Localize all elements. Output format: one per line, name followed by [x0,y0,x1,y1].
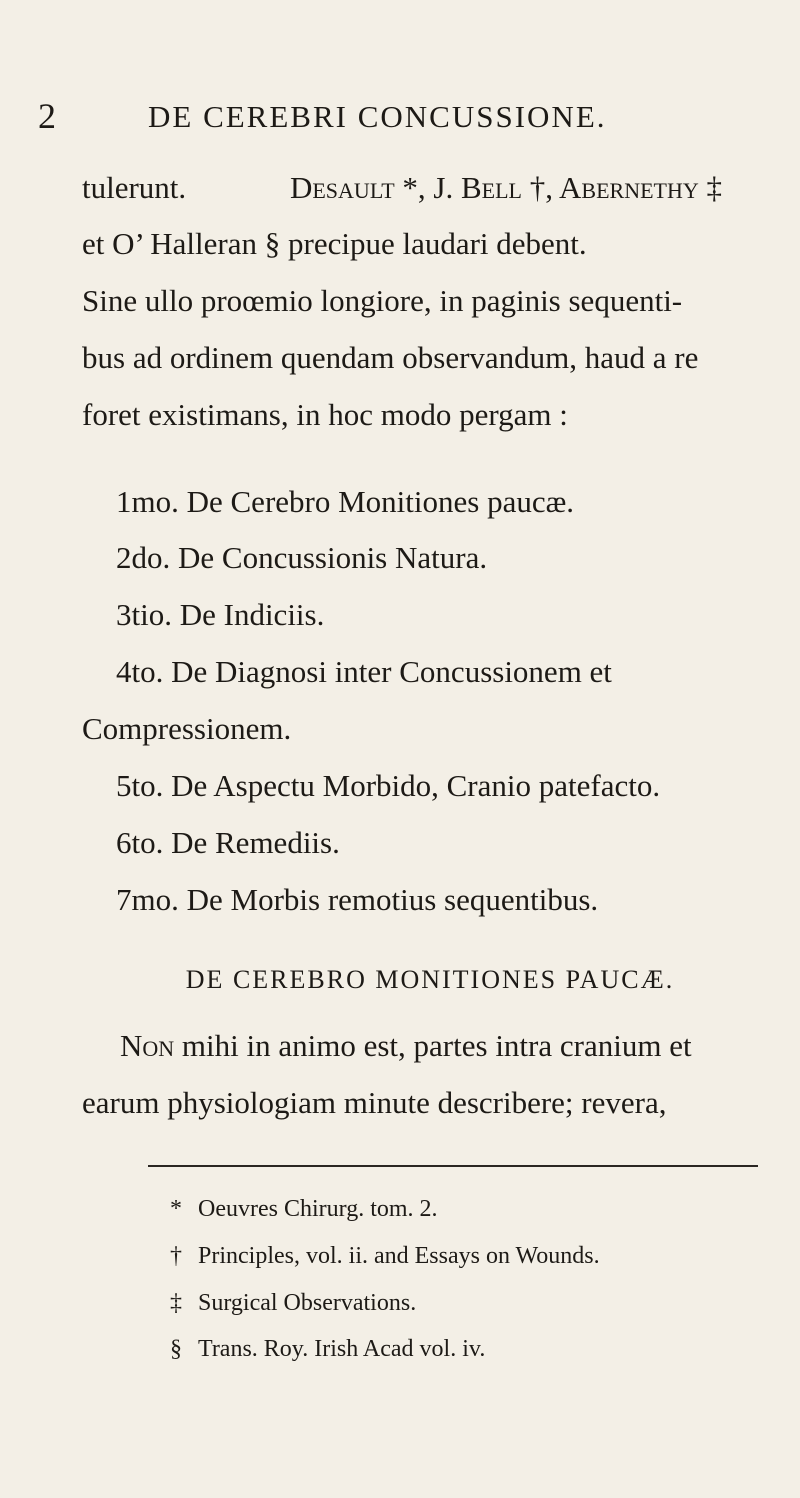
text-line-5: foret existimans, in hoc modo pergam : [82,397,568,432]
footnote-rule [148,1165,758,1167]
paragraph-2-line-2: earum physiologiam minute describere; revera, [82,1085,667,1120]
footnote-1 [170,1196,438,1223]
text-line-1 [82,170,722,206]
list-item-4-continued: Compressionem. [82,711,292,746]
footnote-4-mark: § [170,1336,182,1362]
footnote-4-text: Trans. Roy. Irish Acad vol. iv. [198,1336,486,1362]
footnote-3 [170,1290,416,1317]
footnote-2 [170,1243,600,1270]
list-item-6: 6to. De Remediis. [116,825,340,860]
paragraph-2-initial-word: Non [120,1028,175,1063]
text-line-3: Sine ullo proœmio longiore, in paginis sequenti- [82,283,683,318]
list-item-1: 1mo. De Cerebro Monitiones paucæ. [116,484,575,519]
author-citations: Desault *, J. Bell †, Abernethy ‡ [289,170,722,205]
page-number: 2 [38,96,56,136]
list-item-4: 4to. De Diagnosi inter Concussionem et [116,654,612,689]
footnote-1-mark: * [170,1196,182,1222]
running-head: DE CEREBRI CONCUSSIONE. [148,99,607,134]
footnote-3-mark: ‡ [170,1290,182,1316]
footnote-2-text: Principles, vol. ii. and Essays on Wounds. [198,1243,600,1269]
text-line-4: bus ad ordinem quendam observandum, haud a re [82,340,699,375]
text-line-2: et O’ Halleran § precipue laudari debent. [82,226,587,261]
paragraph-2-line-1 [120,1028,692,1064]
footnote-2-mark: † [170,1243,182,1269]
page-header [0,95,800,145]
list-item-3: 3tio. De Indiciis. [116,597,325,632]
paragraph-2-line-1-rest: mihi in animo est, partes intra cranium et [181,1028,692,1063]
text-line-1-start: tulerunt. [82,170,187,205]
list-item-7: 7mo. De Morbis remotius sequentibus. [116,882,599,917]
footnote-1-text: Oeuvres Chirurg. tom. 2. [198,1196,438,1222]
footnote-3-text: Surgical Observations. [198,1290,417,1316]
footnote-4 [170,1336,485,1363]
list-item-5: 5to. De Aspectu Morbido, Cranio patefacto. [116,768,661,803]
list-item-2: 2do. De Concussionis Natura. [116,540,488,575]
section-heading: DE CEREBRO MONITIONES PAUCÆ. [185,965,675,994]
